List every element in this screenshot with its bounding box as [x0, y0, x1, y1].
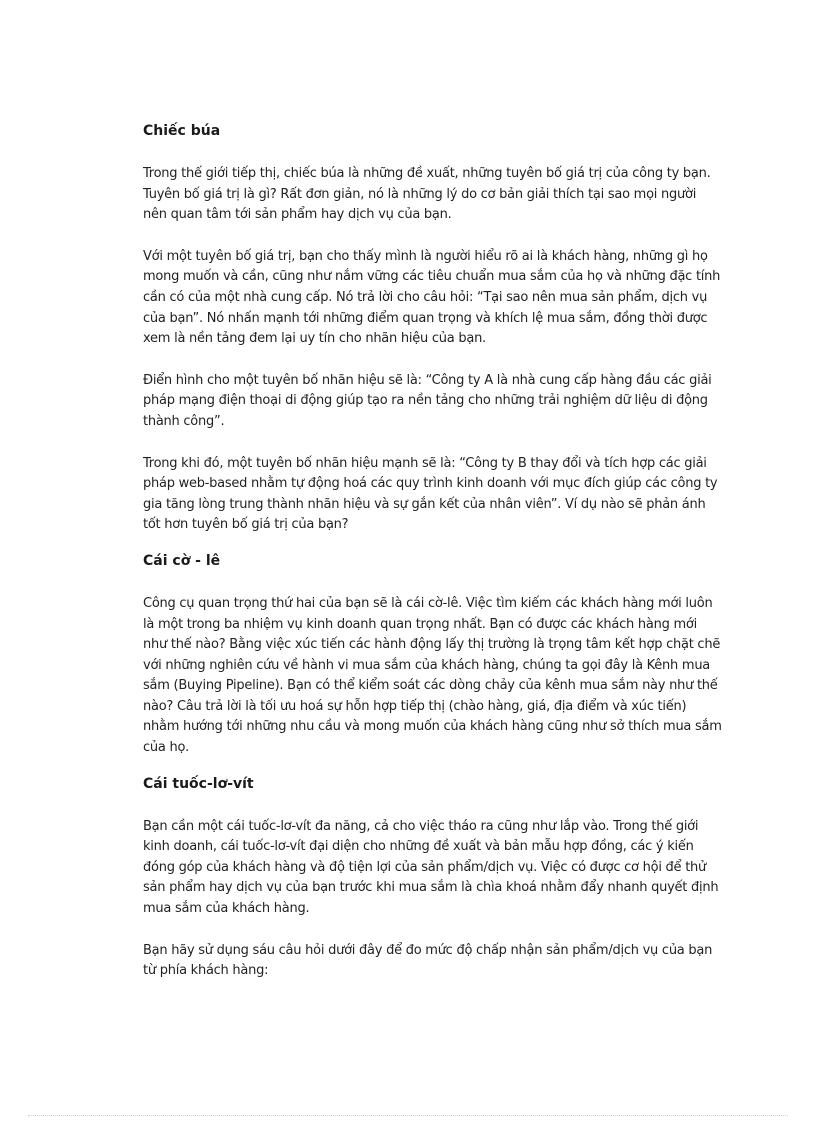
text-line: xem là nền tảng đem lại uy tín cho nhãn hiệu của bạn.	[143, 331, 486, 347]
text-line: của bạn”. Nó nhấn mạnh tới những điểm quan trọng và khích lệ mua sắm, đồng thời được	[143, 310, 708, 326]
section-heading-hammer: Chiếc búa	[143, 123, 221, 139]
text-line: như thế nào? Bằng việc xúc tiến các hành động lấy thị trường là trọng tâm kết hợp chặt chẽ	[143, 637, 721, 653]
text-line: thành công”.	[143, 413, 225, 429]
text-line: Bạn cần một cái tuốc-lơ-vít đa năng, cả cho việc tháo ra cũng như lắp vào. Trong thế giới	[143, 818, 699, 834]
section-heading-wrench: Cái cờ - lê	[143, 552, 221, 569]
document-body	[143, 118, 723, 982]
paragraph	[143, 371, 723, 433]
text-line: tốt hơn tuyên bố giá trị của bạn?	[143, 517, 349, 533]
text-line: Trong khi đó, một tuyên bố nhãn hiệu mạnh sẽ là: “Công ty B thay đổi và tích hợp các giải	[143, 455, 707, 471]
text-line: cần có của một nhà cung cấp. Nó trả lời cho câu hỏi: “Tại sao nên mua sản phẩm, dịch vụ	[143, 289, 708, 305]
text-line: của họ.	[143, 740, 190, 756]
text-line: nên quan tâm tới sản phẩm hay dịch vụ của bạn.	[143, 207, 452, 223]
page-bottom-divider	[28, 1115, 788, 1116]
text-line: pháp web-based nhằm tự động hoá các quy trình kinh doanh với mục đích giúp các công ty	[143, 476, 718, 492]
text-line: với những nghiên cứu về hành vi mua sắm của khách hàng, chúng ta gọi đây là Kênh mua	[143, 657, 711, 673]
paragraph	[143, 817, 723, 920]
paragraph	[143, 941, 723, 982]
text-line: Tuyên bố giá trị là gì? Rất đơn giản, nó là những lý do cơ bản giải thích tại sao mọi người	[143, 186, 697, 202]
paragraph	[143, 247, 723, 350]
text-line: nhằm hướng tới những nhu cầu và mong muốn của khách hàng cũng như sở thích mua sắm	[143, 719, 722, 735]
text-line: Điển hình cho một tuyên bố nhãn hiệu sẽ là: “Công ty A là nhà cung cấp hàng đầu các giải	[143, 372, 712, 388]
text-line: sắm (Buying Pipeline). Bạn có thể kiểm soát các dòng chảy của kênh mua sắm này như thế	[143, 678, 718, 694]
text-line: Công cụ quan trọng thứ hai của bạn sẽ là cái cờ-lê. Việc tìm kiếm các khách hàng mới luôn	[143, 595, 713, 611]
text-line: nào? Câu trả lời là tối ưu hoá sự hỗn hợp tiếp thị (chào hàng, giá, địa điểm và xúc tiến)	[143, 698, 687, 714]
text-line: mong muốn và cần, cũng như nắm vững các tiêu chuẩn mua sắm của họ và những đặc tính	[143, 269, 721, 285]
paragraph	[143, 594, 723, 759]
text-line: Trong thế giới tiếp thị, chiếc búa là những đề xuất, những tuyên bố giá trị của công ty bạn.	[143, 166, 711, 181]
paragraph	[143, 164, 723, 226]
text-line: sản phẩm hay dịch vụ của bạn trước khi mua sắm là chìa khoá nhằm đẩy nhanh quyết định	[143, 880, 719, 896]
text-line: từ phía khách hàng:	[143, 963, 269, 979]
text-line: pháp mạng điện thoại di động giúp tạo ra nền tảng cho những trải nghiệm dữ liệu di động	[143, 393, 708, 409]
paragraph	[143, 454, 723, 536]
text-line: kinh doanh, cái tuốc-lơ-vít đại diện cho những đề xuất và bản mẫu hợp đồng, các ý kiến	[143, 839, 694, 855]
section-heading-screwdriver: Cái tuốc-lơ-vít	[143, 775, 254, 792]
text-line: Bạn hãy sử dụng sáu câu hỏi dưới đây để đo mức độ chấp nhận sản phẩm/dịch vụ của bạn	[143, 942, 713, 958]
text-line: là một trong ba nhiệm vụ kinh doanh quan trọng nhất. Bạn có được các khách hàng mới	[143, 616, 697, 632]
text-line: đóng góp của khách hàng và độ tiện lợi của sản phẩm/dịch vụ. Việc có được cơ hội để thử	[143, 859, 707, 875]
text-line: mua sắm của khách hàng.	[143, 901, 310, 917]
text-line: Với một tuyên bố giá trị, bạn cho thấy mình là người hiểu rõ ai là khách hàng, những gì họ	[143, 248, 708, 264]
text-line: gia tăng lòng trung thành nhãn hiệu và sự gắn kết của nhân viên”. Ví dụ nào sẽ phản ánh	[143, 496, 706, 512]
